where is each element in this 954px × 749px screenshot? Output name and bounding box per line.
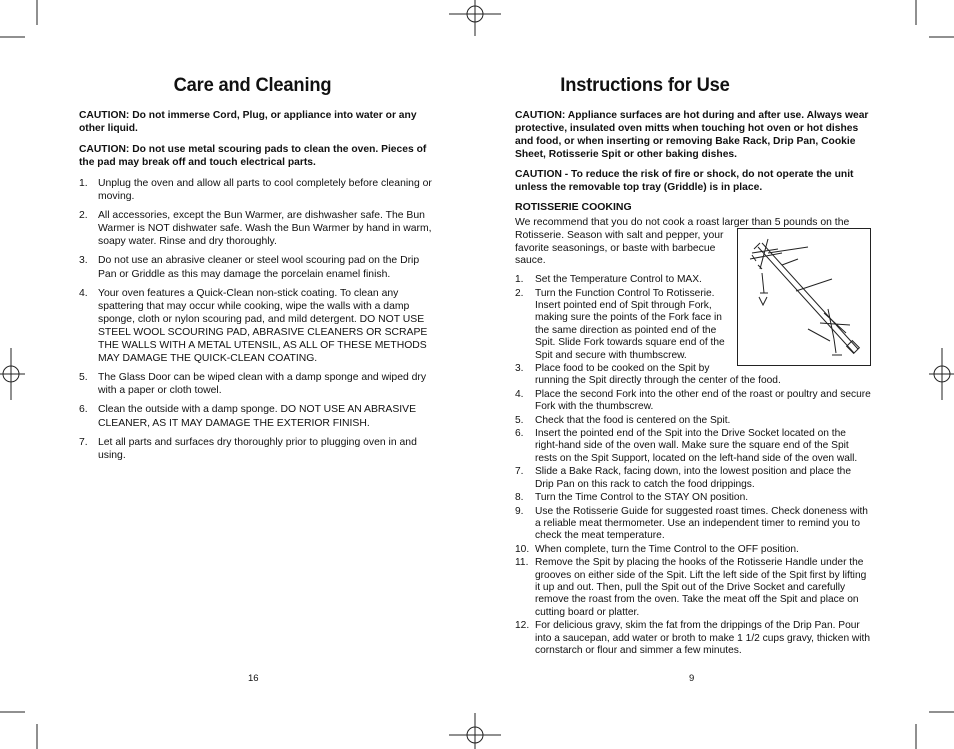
step-number: 6. (515, 428, 524, 440)
rotisserie-spit-illustration (737, 228, 871, 366)
cleaning-steps-list (79, 177, 432, 462)
step-text: Turn the Function Control To Rotisserie. Insert pointed end of Spit through Fork, making sure the points of the Fork face in the same direction as pointed end of the Spit. Slide Fork towards square end of the Spit and secure with thumbscrew. (535, 287, 725, 361)
step-number: 4. (79, 287, 88, 299)
caution-text: CAUTION: Do not immerse Cord, Plug, or appliance into water or any other liquid. (79, 110, 417, 134)
step-number: 5. (515, 414, 524, 426)
step-text: Your oven features a Quick-Clean non-stick coating. To clean any spattering that may occur while cooking, wipe the walls with a damp sponge, cloth or nylon scouring pad, and mild detergent. DO NOT USE STEEL WOOL SCOURING PAD, ABRASIVE CLEANERS OR SCRAPE THE WALLS WITH A METAL UTENSIL, AS ALL OF THESE METHODS MAY DAMAGE THE QUICK-CLEAN COATING. (98, 287, 428, 365)
step-number: 2. (79, 210, 88, 222)
step-number: 1. (515, 274, 524, 286)
spit-and-fork-drawing (738, 229, 870, 365)
step-text: Use the Rotisserie Guide for suggested roast times. Check doneness with a reliable meat thermometer. Use an independent timer to remind you to check the meat temperature. (535, 505, 868, 542)
step-text: For delicious gravy, skim the fat from the drippings of the Drip Pan. Pour into a saucepan, add water or broth to make 1 1/2 cups gravy, thicken with cornstarch or flour and simmer a few minutes. (535, 620, 871, 656)
step-text: Place food to be cooked on the Spit by (535, 363, 710, 375)
step-text: Check that the food is centered on the Spit. (535, 414, 731, 426)
step-number: 3. (515, 363, 524, 375)
caution-text: CAUTION - To reduce the risk of fire or shock, do not operate the unit unless the removable top tray (Griddle) is in place. (515, 169, 854, 193)
list-item (79, 403, 432, 429)
intro-text: We recommend that you do not cook a roast larger than 5 pounds on the (515, 217, 850, 228)
list-item (79, 177, 432, 203)
step-number: 4. (515, 388, 524, 400)
page-title: Instructions for Use (560, 74, 730, 96)
list-item (515, 466, 871, 491)
step-number: 8. (515, 492, 524, 504)
list-item (515, 415, 871, 427)
step-text: Place the second Fork into the other end of the roast or poultry and secure Fork with the thumbscrew. (535, 388, 871, 413)
step-text: All accessories, except the Bun Warmer, are dishwasher safe. The Bun Warmer is NOT dishwater safe. Wash the Bun Warmer by hand in warm, soapy water. Rinse and dry thoroughly. (98, 210, 432, 248)
page-title: Care and Cleaning (173, 74, 332, 96)
registration-mark-top (449, 0, 501, 36)
registration-mark-bottom (449, 713, 501, 749)
step-number: 2. (515, 287, 524, 299)
step-text: Slide a Bake Rack, facing down, into the lowest position and place the Drip Pan on this rack to catch the food drippings. (535, 466, 852, 490)
list-item (515, 428, 871, 465)
step-number: 6. (79, 404, 88, 416)
list-item (79, 209, 432, 248)
list-item (79, 436, 432, 462)
step-text: Unplug the oven and allow all parts to cool completely before cleaning or moving. (98, 178, 432, 203)
list-item (515, 389, 871, 414)
step-number: 9. (515, 505, 524, 517)
step-text: Set the Temperature Control to MAX. (535, 274, 702, 286)
step-text: When complete, turn the Time Control to the OFF position. (535, 543, 799, 555)
step-text: Let all parts and surfaces dry thoroughly prior to plugging oven in and using. (98, 436, 417, 461)
step-number: 11. (515, 557, 529, 569)
list-item (79, 254, 432, 280)
list-item (79, 371, 432, 397)
section-heading: ROTISSERIE COOKING (515, 201, 632, 213)
intro-text: Rotisserie. Season with salt and pepper, your favorite seasonings, or baste with barbecue sauce. (515, 229, 724, 267)
step-number: 10. (515, 543, 530, 555)
registration-mark-left (0, 348, 25, 400)
step-text: Do not use an abrasive cleaner or steel wool scouring pad on the Drip Pan or Griddle as this may damage the porcelain enamel finish. (98, 255, 420, 280)
registration-mark-right (929, 348, 954, 400)
step-text: Remove the Spit by placing the hooks of the Rotisserie Handle under the grooves on either side of the Spit. Lift the left side of the Spit first by lifting it up and out. Then, pull the Spit out of the Drive Socket and carefully remove the roast from the oven. Take the meat off the Spit and place on cutting board or platter. (535, 557, 867, 618)
care-and-cleaning-page (79, 74, 432, 468)
step-number: 5. (79, 372, 88, 384)
step-text: Clean the outside with a damp sponge. DO NOT USE AN ABRASIVE CLEANER, AS IT MAY DAMAGE THE EXTERIOR FINISH. (98, 404, 417, 429)
step-number: 12. (515, 620, 530, 632)
list-item (515, 544, 871, 556)
step-number: 7. (79, 436, 88, 448)
list-item (79, 287, 432, 366)
list-item (515, 620, 871, 657)
page-number: 9 (689, 673, 695, 684)
step-number: 7. (515, 466, 524, 478)
step-number: 1. (79, 178, 88, 189)
step-text: Insert the pointed end of the Spit into the Drive Socket located on the right-hand side of the oven wall. Make sure the square end of the Spit rests on the Spit Support, located on the left-hand side of the oven wall. (535, 428, 858, 464)
step-text: Turn the Time Control to the STAY ON position. (535, 492, 749, 504)
step-text: running the Spit directly through the center of the food. (535, 375, 781, 387)
page-number: 16 (248, 673, 259, 684)
list-item (515, 288, 727, 362)
caution-text: CAUTION: Appliance surfaces are hot during and after use. Always wear protective, insulated oven mitts when touching hot oven or hot dishes and food, or when inserting or removing Bake Rack, Drip Pan, Cookie Sheet, Rotisserie Spit or other baking dishes. (515, 110, 869, 160)
caution-text: CAUTION: Do not use metal scouring pads to clean the oven. Pieces of the pad may break off and touch electrical parts. (79, 144, 427, 168)
step-number: 3. (79, 255, 88, 267)
list-item (515, 492, 871, 504)
list-item (515, 557, 871, 619)
step-text: The Glass Door can be wiped clean with a damp sponge and wiped dry with a paper or cloth towel. (98, 372, 427, 397)
list-item (515, 506, 871, 543)
